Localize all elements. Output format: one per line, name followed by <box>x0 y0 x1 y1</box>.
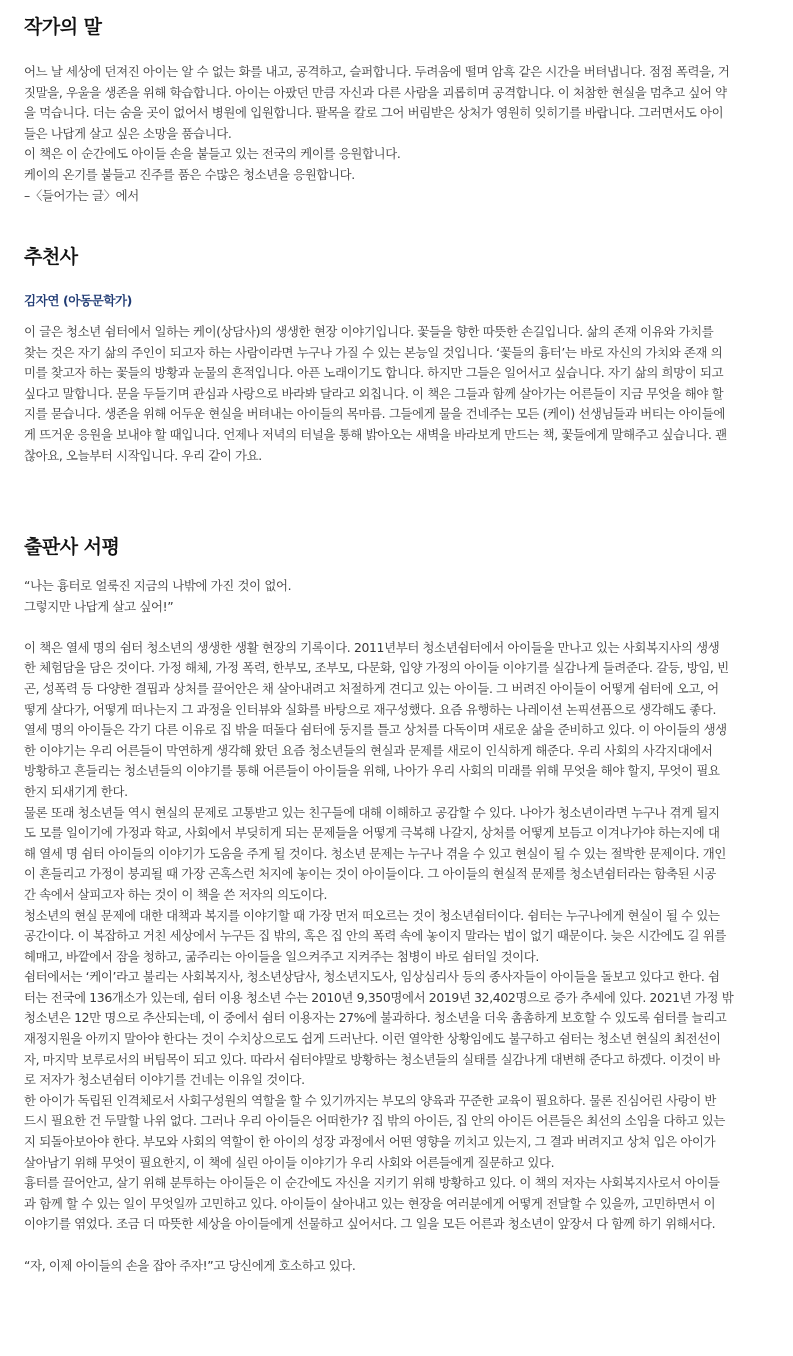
author-note-line: 들은 나답게 살고 싶은 소망을 품습니다. <box>24 125 232 141</box>
recommendation-line: 찮아요, 오늘부터 시작입니다. 우리 같이 가요. <box>24 447 262 463</box>
author-note-line: 케이의 온기를 붙들고 진주를 품은 수많은 청소년을 응원합니다. <box>24 166 355 182</box>
recommendation-line: 지를 묻습니다. 생존을 위해 어두운 현실을 버텨내는 아이들의 목마름. 그들에게 물을 건네주는 모든 (케이) 선생님들과 버티는 아이들에 <box>24 406 726 422</box>
author-note-heading: 작가의 말 <box>24 16 102 38</box>
review-line: 이 흔들리고 가정이 붕괴될 때 가장 곤혹스런 처지에 놓이는 것이 아이들이다. 그 아이들의 현실적 문제를 청소년쉼터라는 함축된 시공 <box>24 866 717 882</box>
quote-line: 그렇지만 나답게 살고 싶어!” <box>24 598 174 614</box>
review-line: 흉터를 끌어안고, 살기 위해 분투하는 아이들은 이 순간에도 자신을 지키기 위해 방황하고 있다. 이 책의 저자는 사회복지사로서 아이들 <box>24 1175 720 1191</box>
review-line: 로 저자가 청소년쉼터 이야기를 건네는 이유일 것이다. <box>24 1072 305 1088</box>
recommendation-body <box>24 322 769 466</box>
review-line: 청소년은 12만 명으로 추산되는데, 이 중에서 쉼터 이용자는 27%에 불과하다. 청소년을 더욱 촘촘하게 보호할 수 있도록 쉼터를 늘리고 <box>24 1010 727 1026</box>
spacer <box>24 1235 769 1256</box>
review-line: 한 체험담을 담은 것이다. 가정 해체, 가정 폭력, 한부모, 조부모, 다문화, 입양 가정의 아이들 이야기를 실감나게 들려준다. 갈등, 방임, 빈 <box>24 660 729 676</box>
publisher-review-body <box>24 576 769 1276</box>
review-line: 한지 되새기게 한다. <box>24 783 128 799</box>
recommendation-line: 이 글은 청소년 쉼터에서 일하는 케이(상담사)의 생생한 현장 이야기입니다. 꽃들을 향한 따뜻한 손길입니다. 삶의 존재 이유와 가치를 <box>24 324 714 339</box>
spacer <box>24 617 769 638</box>
recommender-name: 김자연 (아동문학가) <box>24 293 132 308</box>
review-line: 한 아이가 독립된 인격체로서 사회구성원의 역할을 할 수 있기까지는 부모의 양육과 꾸준한 교육이 필요하다. 물론 진심어린 사랑이 반 <box>24 1092 717 1108</box>
review-line: 살아남기 위해 무엇이 필요한지, 이 책에 실린 아이들 이야기가 우리 사회와 어른들에게 질문하고 있다. <box>24 1154 555 1170</box>
publisher-review-heading: 출판사 서평 <box>24 536 120 558</box>
author-note-line: 짓말을, 우울을 생존을 위해 학습합니다. 아이는 아팠던 만큼 자신과 다른 사람을 괴롭히며 공격합니다. 이 처참한 현실을 멈추고 싶어 약 <box>24 84 727 100</box>
review-closing: “자, 이제 아이들의 손을 잡아 주자!”고 당신에게 호소하고 있다. <box>24 1257 356 1273</box>
author-note-body <box>24 62 769 206</box>
author-note-source: –〈들어가는 글〉에서 <box>24 187 139 203</box>
recommendation-section <box>24 244 769 466</box>
review-line: 공간이다. 이 복잡하고 거친 세상에서 누구든 집 밖의, 혹은 집 안의 폭력 속에 놓이지 말라는 법이 없기 때문이다. 늦은 시간에도 길 위를 <box>24 928 726 944</box>
review-line: 간 속에서 살피고자 하는 것이 이 책을 쓴 저자의 의도이다. <box>24 886 328 902</box>
review-line: 지 되돌아보아야 한다. 부모와 사회의 역할이 한 아이의 성장 과정에서 어떤 영향을 끼치고 있는지, 그 결과 버려지고 상처 입은 아이가 <box>24 1134 716 1150</box>
author-note-line: 을 먹습니다. 더는 숨을 곳이 없어서 병원에 입원합니다. 팔목을 칼로 그어 버림받은 상처가 영원히 잊히기를 바랍니다. 그러면서도 아이 <box>24 105 724 121</box>
recommendation-line: 싶다고 말합니다. 문을 두들기며 관심과 사랑으로 바라봐 달라고 외칩니다. 이 책은 그들과 함께 살아가는 어른들이 지금 무엇을 해야 할 <box>24 385 724 401</box>
review-line: 재정지원을 아끼지 말아야 한다는 것이 수치상으로도 쉽게 드러난다. 이런 열악한 상황임에도 불구하고 쉼터는 청소년 현실의 최전선이 <box>24 1031 721 1047</box>
author-note-line: 이 책은 이 순간에도 아이들 손을 붙들고 있는 전국의 케이를 응원합니다. <box>24 146 401 162</box>
review-line: 과 함께 할 수 있는 일이 무엇일까 고민하고 있다. 아이들이 살아내고 있는 현장을 여러분에게 어떻게 전달할 수 있을까, 고민하면서 이 <box>24 1195 716 1211</box>
review-line: 물론 또래 청소년들 역시 현실의 문제로 고통받고 있는 친구들에 대해 이해하고 공감할 수 있다. 나아가 청소년이라면 누구나 겪게 될지 <box>24 804 720 820</box>
recommendation-line: 게 뜨거운 응원을 보내야 할 때입니다. 언제나 저녁의 터널을 통해 밝아오는 새벽을 바라보게 만드는 책, 꽃들에게 말해주고 싶습니다. 괜 <box>24 426 727 442</box>
review-line: 드시 필요한 건 두말할 나위 없다. 그러나 우리 아이들은 어떠한가? 집 밖의 아이든, 집 안의 아이든 어른들은 최선의 소임을 다하고 있는 <box>24 1113 726 1129</box>
review-line: 열세 명의 아이들은 각기 다른 이유로 집 밖을 떠돌다 쉼터에 둥지를 틀고 상처를 다독이며 새로운 삶을 준비하고 있다. 이 아이들의 생생 <box>24 722 727 738</box>
review-line: 이 책은 열세 명의 쉼터 청소년의 생생한 생활 현장의 기록이다. 2011년부터 청소년쉼터에서 아이들을 만나고 있는 사회복지사의 생생 <box>24 639 720 655</box>
review-line: 청소년의 현실 문제에 대한 대책과 복지를 이야기할 때 가장 먼저 떠오르는 것이 청소년쉼터이다. 쉼터는 누구나에게 현실이 될 수 있는 <box>24 907 720 923</box>
author-note-line: 어느 날 세상에 던져진 아이는 알 수 없는 화를 내고, 공격하고, 슬퍼합니다. 두려움에 떨며 암흑 같은 시간을 버텨냅니다. 점점 폭력을, 거 <box>24 64 730 79</box>
author-note-section <box>24 14 769 206</box>
review-line: 도 모를 일이기에 가정과 학교, 사회에서 부딪히게 되는 문제들을 어떻게 극복해 나갈지, 상처를 어떻게 보듬고 이겨나가야 하는지에 대 <box>24 825 720 841</box>
publisher-review-section <box>24 534 769 1276</box>
review-line: 터는 전국에 136개소가 있는데, 쉼터 이용 청소년 수는 2010년 9,350명에서 2019년 32,402명으로 증가 추세에 있다. 2021년 가정 밖 <box>24 989 734 1005</box>
review-line: 헤매고, 바깥에서 잠을 청하고, 굶주리는 아이들을 일으켜주고 지켜주는 첨병이 바로 쉼터일 것이다. <box>24 948 540 964</box>
recommendation-line: 찾는 것은 자기 삶의 주인이 되고자 하는 사람이라면 누구나 가질 수 있는 본능일 것입니다. ‘꽃들의 흉터’는 바로 자신의 가치와 존재 의 <box>24 344 723 360</box>
recommendation-heading: 추천사 <box>24 246 78 268</box>
review-line: 자, 마지막 보루로서의 버팀목이 되고 있다. 따라서 쉼터야말로 방황하는 청소년들의 실태를 실감나게 대변해 준다고 하겠다. 이것이 바 <box>24 1051 720 1067</box>
recommendation-line: 미를 찾고자 하는 꽃들의 방황과 눈물의 흔적입니다. 아픈 노래이기도 합니다. 하지만 그들은 일어서고 싶습니다. 자기 삶의 희망이 되고 <box>24 365 724 381</box>
review-line: 떻게 살다가, 어떻게 떠나는지 그 과정을 인터뷰와 실화를 바탕으로 재구성했다. 요즘 유행하는 나레이션 논픽션픔으로 생각해도 좋다. <box>24 701 717 717</box>
review-line: 방황하고 흔들리는 청소년들의 이야기를 통해 어른들이 아이들을 위해, 나아가 우리 사회의 미래를 위해 무엇을 해야 할지, 무엇이 필요 <box>24 763 720 779</box>
review-line: 쉼터에서는 ‘케이’라고 불리는 사회복지사, 청소년상담사, 청소년지도사, 임상심리사 등의 종사자들이 아이들을 돌보고 있다고 한다. 쉼 <box>24 969 720 985</box>
review-line: 한 이야기는 우리 어른들이 막연하게 생각해 왔던 요즘 청소년들의 현실과 문제를 새로이 인식하게 해준다. 우리 사회의 사각지대에서 <box>24 742 713 758</box>
review-line: 이야기를 엮었다. 조금 더 따뜻한 세상을 아이들에게 선물하고 싶어서다. 그 일을 모든 어른과 청소년이 앞장서 다 함께 하기 위해서다. <box>24 1216 716 1232</box>
review-line: 해 열세 명 쉼터 아이들의 이야기가 도움을 주게 될 것이다. 청소년 문제는 누구나 겪을 수 있고 현실이 될 수 있는 절박한 문제이다. 개인 <box>24 845 726 861</box>
quote-line: “나는 흉터로 얼룩진 지금의 나밖에 가진 것이 없어. <box>24 578 292 593</box>
review-line: 곤, 성폭력 등 다양한 결핍과 상처를 끌어안은 채 살아내려고 처절하게 견디고 있는 아이들. 그 버려진 아이들이 어떻게 쉼터에 오고, 어 <box>24 680 719 696</box>
